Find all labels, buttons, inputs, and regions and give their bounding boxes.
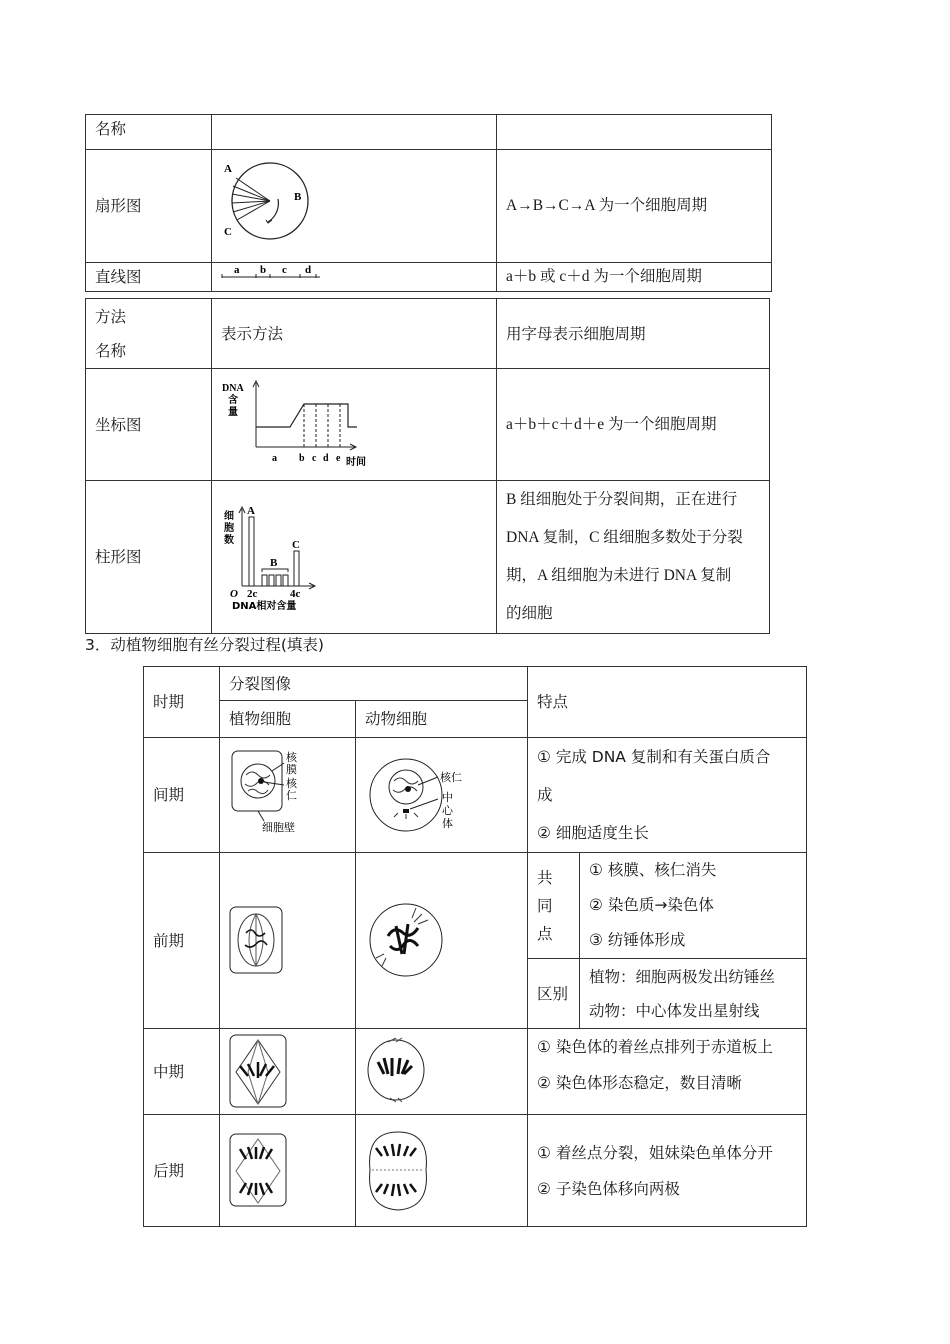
plant-label-nucleolus-2: 仁 [286, 789, 297, 802]
interphase-plant-cell [220, 738, 356, 853]
animal-label-centrosome-3: 体 [442, 817, 453, 830]
header-name: 名称 [86, 115, 212, 150]
coordinate-diagram [220, 377, 390, 473]
anaphase-animal-cell [356, 1115, 528, 1227]
anaphase-feature-2: ② 子染色体移向两极 [537, 1179, 680, 1198]
sector-label-c: C [224, 226, 232, 238]
common-label-3: 点 [537, 924, 553, 943]
line-figure-cell [212, 263, 497, 292]
prophase-plant-figure [228, 903, 298, 979]
bar-label-c: C [292, 539, 300, 551]
coordinate-figure-cell [212, 369, 497, 481]
metaphase-animal-figure [362, 1032, 432, 1112]
prophase-common-1: ① 核膜、核仁消失 [589, 861, 717, 879]
interphase-feature-2: ② 细胞适度生长 [537, 824, 649, 842]
prophase-diff-label: 区别 [528, 959, 580, 1029]
row-name-coordinate: 坐标图 [86, 369, 212, 481]
mitosis-table [143, 666, 807, 1227]
animal-label-nucleolus: 核仁 [440, 771, 462, 784]
bar-desc-line-4: 的细胞 [506, 605, 553, 622]
bar-xlabel: DNA相对含量 [232, 601, 297, 612]
plant-label-membrane-1: 核 [286, 751, 297, 764]
header-animal: 动物细胞 [356, 701, 528, 738]
common-label-2: 同 [537, 896, 553, 915]
interphase-feature-1b: 成 [537, 786, 553, 804]
sector-label-b: B [294, 191, 302, 203]
anaphase-plant-figure [228, 1131, 298, 1211]
header-method: 表示方法 [212, 299, 497, 369]
bar-origin: O [230, 588, 238, 600]
sector-diagram [220, 156, 330, 256]
header-empty-1 [212, 115, 497, 150]
bar-ylabel-3: 数 [224, 535, 234, 546]
cycle-table-2 [85, 298, 770, 634]
header-empty-2 [497, 115, 772, 150]
metaphase-feature-1: ① 染色体的着丝点排列于赤道板上 [537, 1038, 773, 1056]
line-label-c: c [282, 264, 287, 276]
interphase-animal-figure [362, 747, 492, 843]
period-metaphase: 中期 [144, 1029, 220, 1115]
period-prophase: 前期 [144, 853, 220, 1029]
anaphase-plant-cell [220, 1115, 356, 1227]
coordinate-description: a＋b＋c＋d＋e 为一个细胞周期 [497, 369, 770, 481]
prophase-common-features [580, 853, 807, 959]
period-anaphase: 后期 [144, 1115, 220, 1227]
header-period: 时期 [144, 667, 220, 738]
header-method-l1: 方法 [95, 307, 127, 326]
line-label-b: b [260, 264, 267, 276]
header-method-name [86, 299, 212, 369]
sector-figure-cell [212, 150, 497, 263]
header-feature: 特点 [528, 667, 807, 738]
plant-label-wall: 细胞壁 [262, 821, 295, 834]
plant-label-membrane-2: 膜 [286, 763, 297, 776]
bar-desc-line-1: B 组细胞处于分裂间期，正在进行 [506, 491, 738, 508]
prophase-diff-features [580, 959, 807, 1029]
metaphase-plant-figure [228, 1032, 298, 1112]
coord-ylabel-1: DNA [222, 382, 244, 394]
header-method-l2: 名称 [95, 341, 127, 360]
bar-figure-cell [212, 481, 497, 634]
metaphase-animal-cell [356, 1029, 528, 1115]
coord-ylabel-2: 含 [228, 394, 238, 406]
coord-tick-e: e [336, 452, 341, 464]
sector-description: A→B→C→A 为一个细胞周期 [497, 150, 772, 263]
metaphase-plant-cell [220, 1029, 356, 1115]
interphase-plant-figure [228, 747, 348, 843]
coord-tick-d: d [323, 452, 329, 464]
metaphase-features [528, 1029, 807, 1115]
coord-tick-a: a [272, 452, 277, 464]
anaphase-feature-1: ① 着丝点分裂，姐妹染色单体分开 [537, 1143, 773, 1162]
period-interphase: 间期 [144, 738, 220, 853]
bar-diagram [222, 501, 322, 613]
common-label-1: 共 [537, 868, 553, 887]
prophase-diff-animal: 动物：中心体发出星射线 [589, 1001, 760, 1020]
line-description: a＋b 或 c＋d 为一个细胞周期 [497, 263, 772, 292]
metaphase-feature-2: ② 染色体形态稳定，数目清晰 [537, 1074, 742, 1092]
animal-label-centrosome-2: 心 [442, 804, 453, 817]
bar-tick-2c: 2c [247, 588, 258, 600]
sector-label-a: A [224, 163, 232, 175]
bar-description [497, 481, 770, 634]
header-desc: 用字母表示细胞周期 [497, 299, 770, 369]
anaphase-features [528, 1115, 807, 1227]
interphase-animal-cell [356, 738, 528, 853]
row-name-bar: 柱形图 [86, 481, 212, 634]
bar-desc-line-3: 期，A 组细胞为未进行 DNA 复制 [506, 567, 732, 584]
prophase-diff-plant: 植物：细胞两极发出纺锤丝 [589, 967, 776, 986]
prophase-plant-cell [220, 853, 356, 1029]
prophase-common-label [528, 853, 580, 959]
bar-tick-4c: 4c [290, 588, 301, 600]
bar-ylabel-1: 细 [224, 511, 234, 522]
bar-ylabel-2: 胞 [224, 523, 234, 534]
bar-c [294, 551, 299, 586]
prophase-common-2: ② 染色质→染色体 [589, 896, 714, 914]
row-name-line: 直线图 [86, 263, 212, 292]
line-diagram [220, 263, 330, 283]
line-label-a: a [234, 264, 240, 276]
row-name-sector: 扇形图 [86, 150, 212, 263]
bar-a [249, 517, 254, 586]
animal-label-centrosome-1: 中 [442, 791, 453, 804]
anaphase-animal-figure [362, 1126, 436, 1216]
line-label-d: d [305, 264, 312, 276]
cycle-table-1 [85, 114, 772, 292]
bar-label-a: A [247, 505, 255, 517]
section-3-title: 3．动植物细胞有丝分裂过程(填表) [85, 636, 324, 654]
bar-desc-line-2: DNA 复制，C 组细胞多数处于分裂 [506, 529, 743, 546]
header-plant: 植物细胞 [220, 701, 356, 738]
plant-label-nucleolus-1: 核 [286, 777, 297, 790]
header-images: 分裂图像 [220, 667, 528, 701]
coord-tick-c: c [312, 452, 317, 464]
prophase-animal-figure [362, 896, 452, 986]
coord-ylabel-3: 量 [228, 406, 238, 418]
interphase-feature-1: ① 完成 DNA 复制和有关蛋白质合 [537, 748, 771, 766]
coord-xlabel: 时间 [346, 456, 366, 468]
bar-label-b: B [270, 557, 278, 569]
coord-tick-b: b [299, 452, 305, 464]
prophase-common-3: ③ 纺锤体形成 [589, 931, 686, 949]
interphase-features [528, 738, 807, 853]
prophase-animal-cell [356, 853, 528, 1029]
